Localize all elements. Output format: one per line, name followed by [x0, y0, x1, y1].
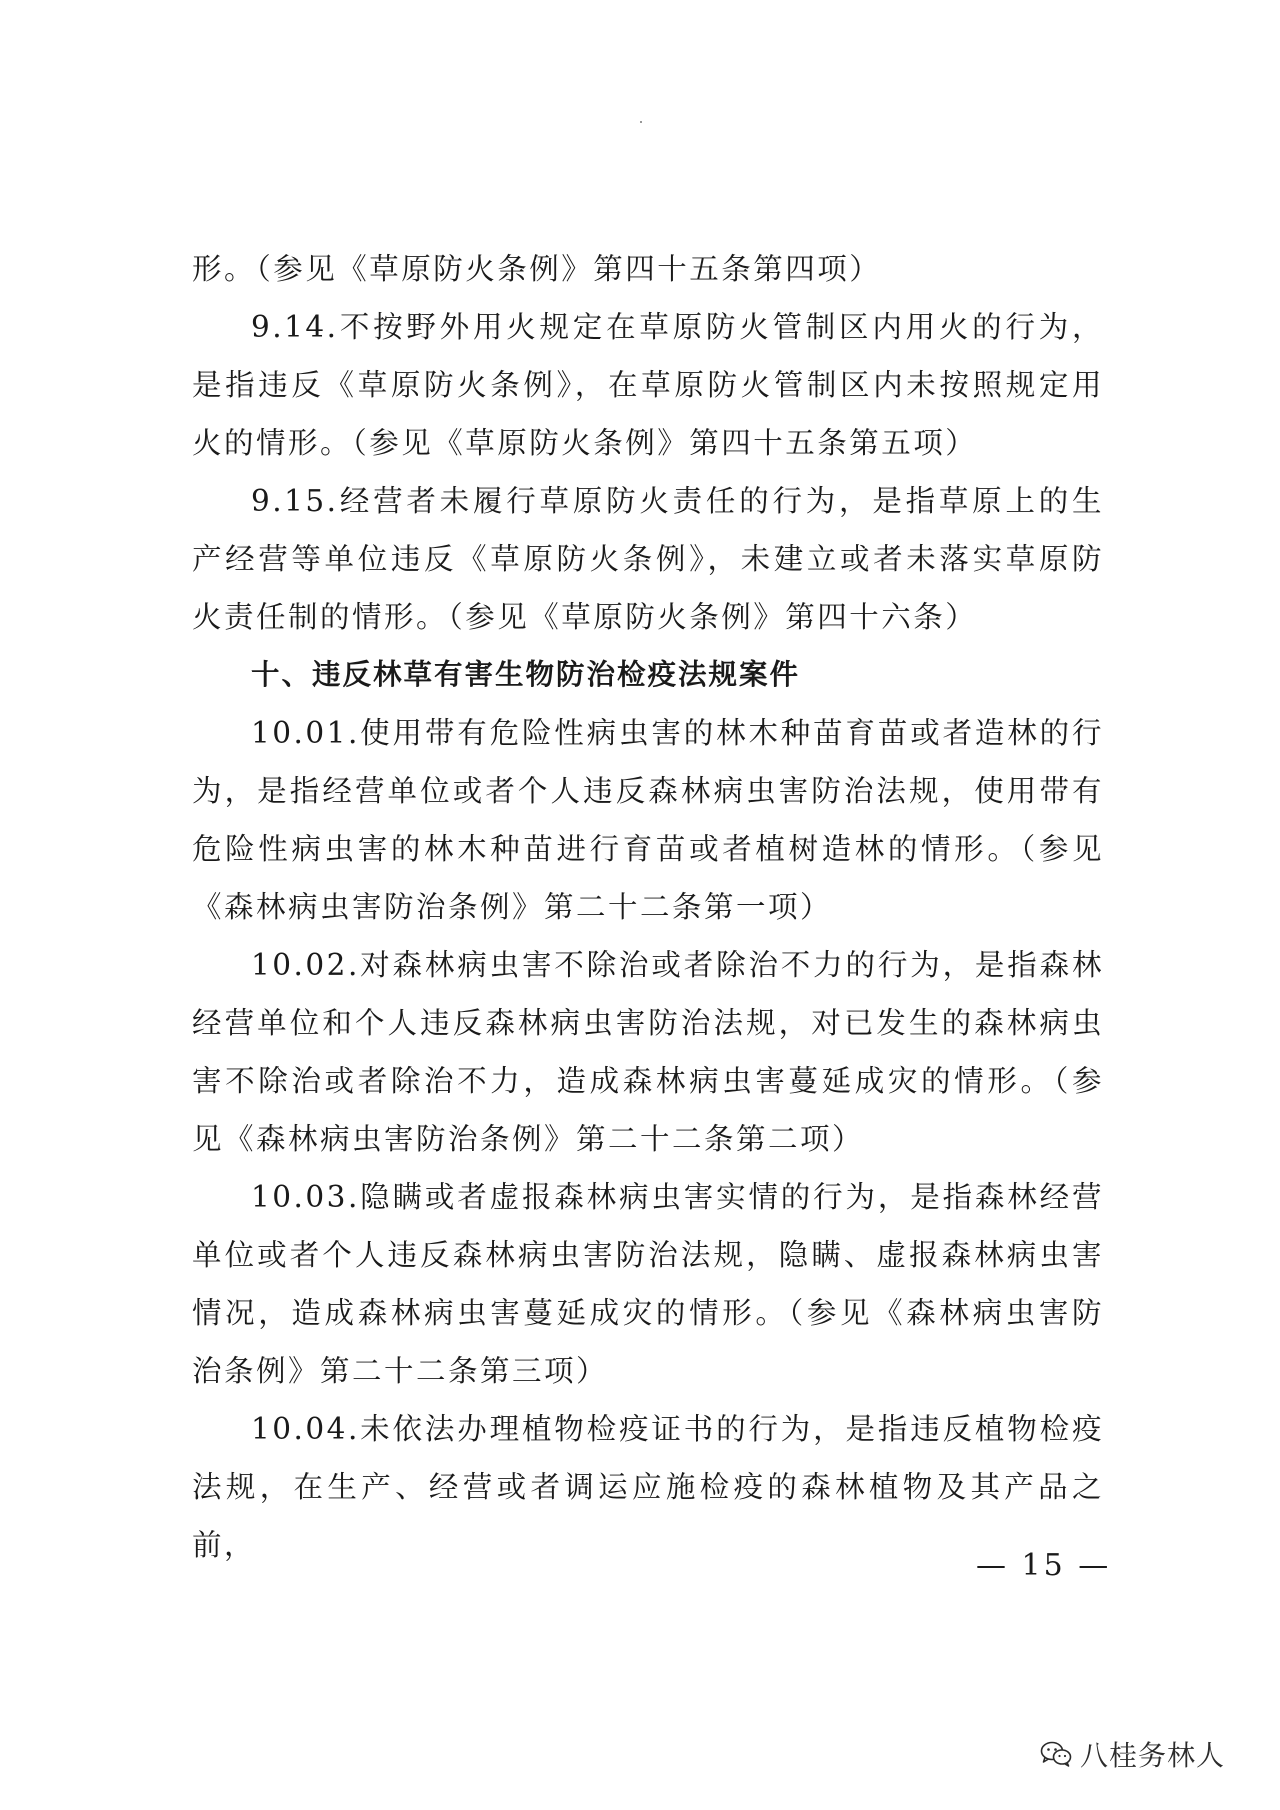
wechat-icon — [1040, 1741, 1072, 1767]
document-body — [192, 240, 1104, 1574]
paragraph-10-01: 10.01.使用带有危险性病虫害的林木种苗育苗或者造林的行为，是指经营单位或者个人违反森林病虫害防治法规，使用带有危险性病虫害的林木种苗进行育苗或者植树造林的情形。（参见《森林病虫害防治条例》第二十二条第一项） — [192, 716, 1104, 924]
paragraph-10-04: 10.04.未依法办理植物检疫证书的行为，是指违反植物检疫法规，在生产、经营或者调运应施检疫的森林植物及其产品之前， — [192, 1412, 1104, 1562]
paragraph-continuation: 形。（参见《草原防火条例》第四十五条第四项） — [192, 252, 882, 286]
page-number: — 15 — — [976, 1548, 1112, 1583]
paragraph-9-15: 9.15.经营者未履行草原防火责任的行为，是指草原上的生产经营等单位违反《草原防火条例》，未建立或者未落实草原防火责任制的情形。（参见《草原防火条例》第四十六条） — [192, 484, 1104, 634]
section-heading: 十、违反林草有害生物防治检疫法规案件 — [251, 658, 801, 691]
scan-speck — [640, 121, 642, 123]
watermark — [1040, 1734, 1225, 1774]
paragraph-10-02: 10.02.对森林病虫害不除治或者除治不力的行为，是指森林经营单位和个人违反森林病虫害防治法规，对已发生的森林病虫害不除治或者除治不力，造成森林病虫害蔓延成灾的情形。（参见《森林病虫害防治条例》第二十二条第二项） — [192, 948, 1104, 1156]
paragraph-9-14: 9.14.不按野外用火规定在草原防火管制区内用火的行为，是指违反《草原防火条例》，在草原防火管制区内未按照规定用火的情形。（参见《草原防火条例》第四十五条第五项） — [192, 310, 1104, 460]
paragraph-10-03: 10.03.隐瞒或者虚报森林病虫害实情的行为，是指森林经营单位或者个人违反森林病虫害防治法规，隐瞒、虚报森林病虫害情况，造成森林病虫害蔓延成灾的情形。（参见《森林病虫害防治条例》第二十二条第三项） — [192, 1180, 1104, 1388]
watermark-text: 八桂务林人 — [1080, 1739, 1226, 1772]
